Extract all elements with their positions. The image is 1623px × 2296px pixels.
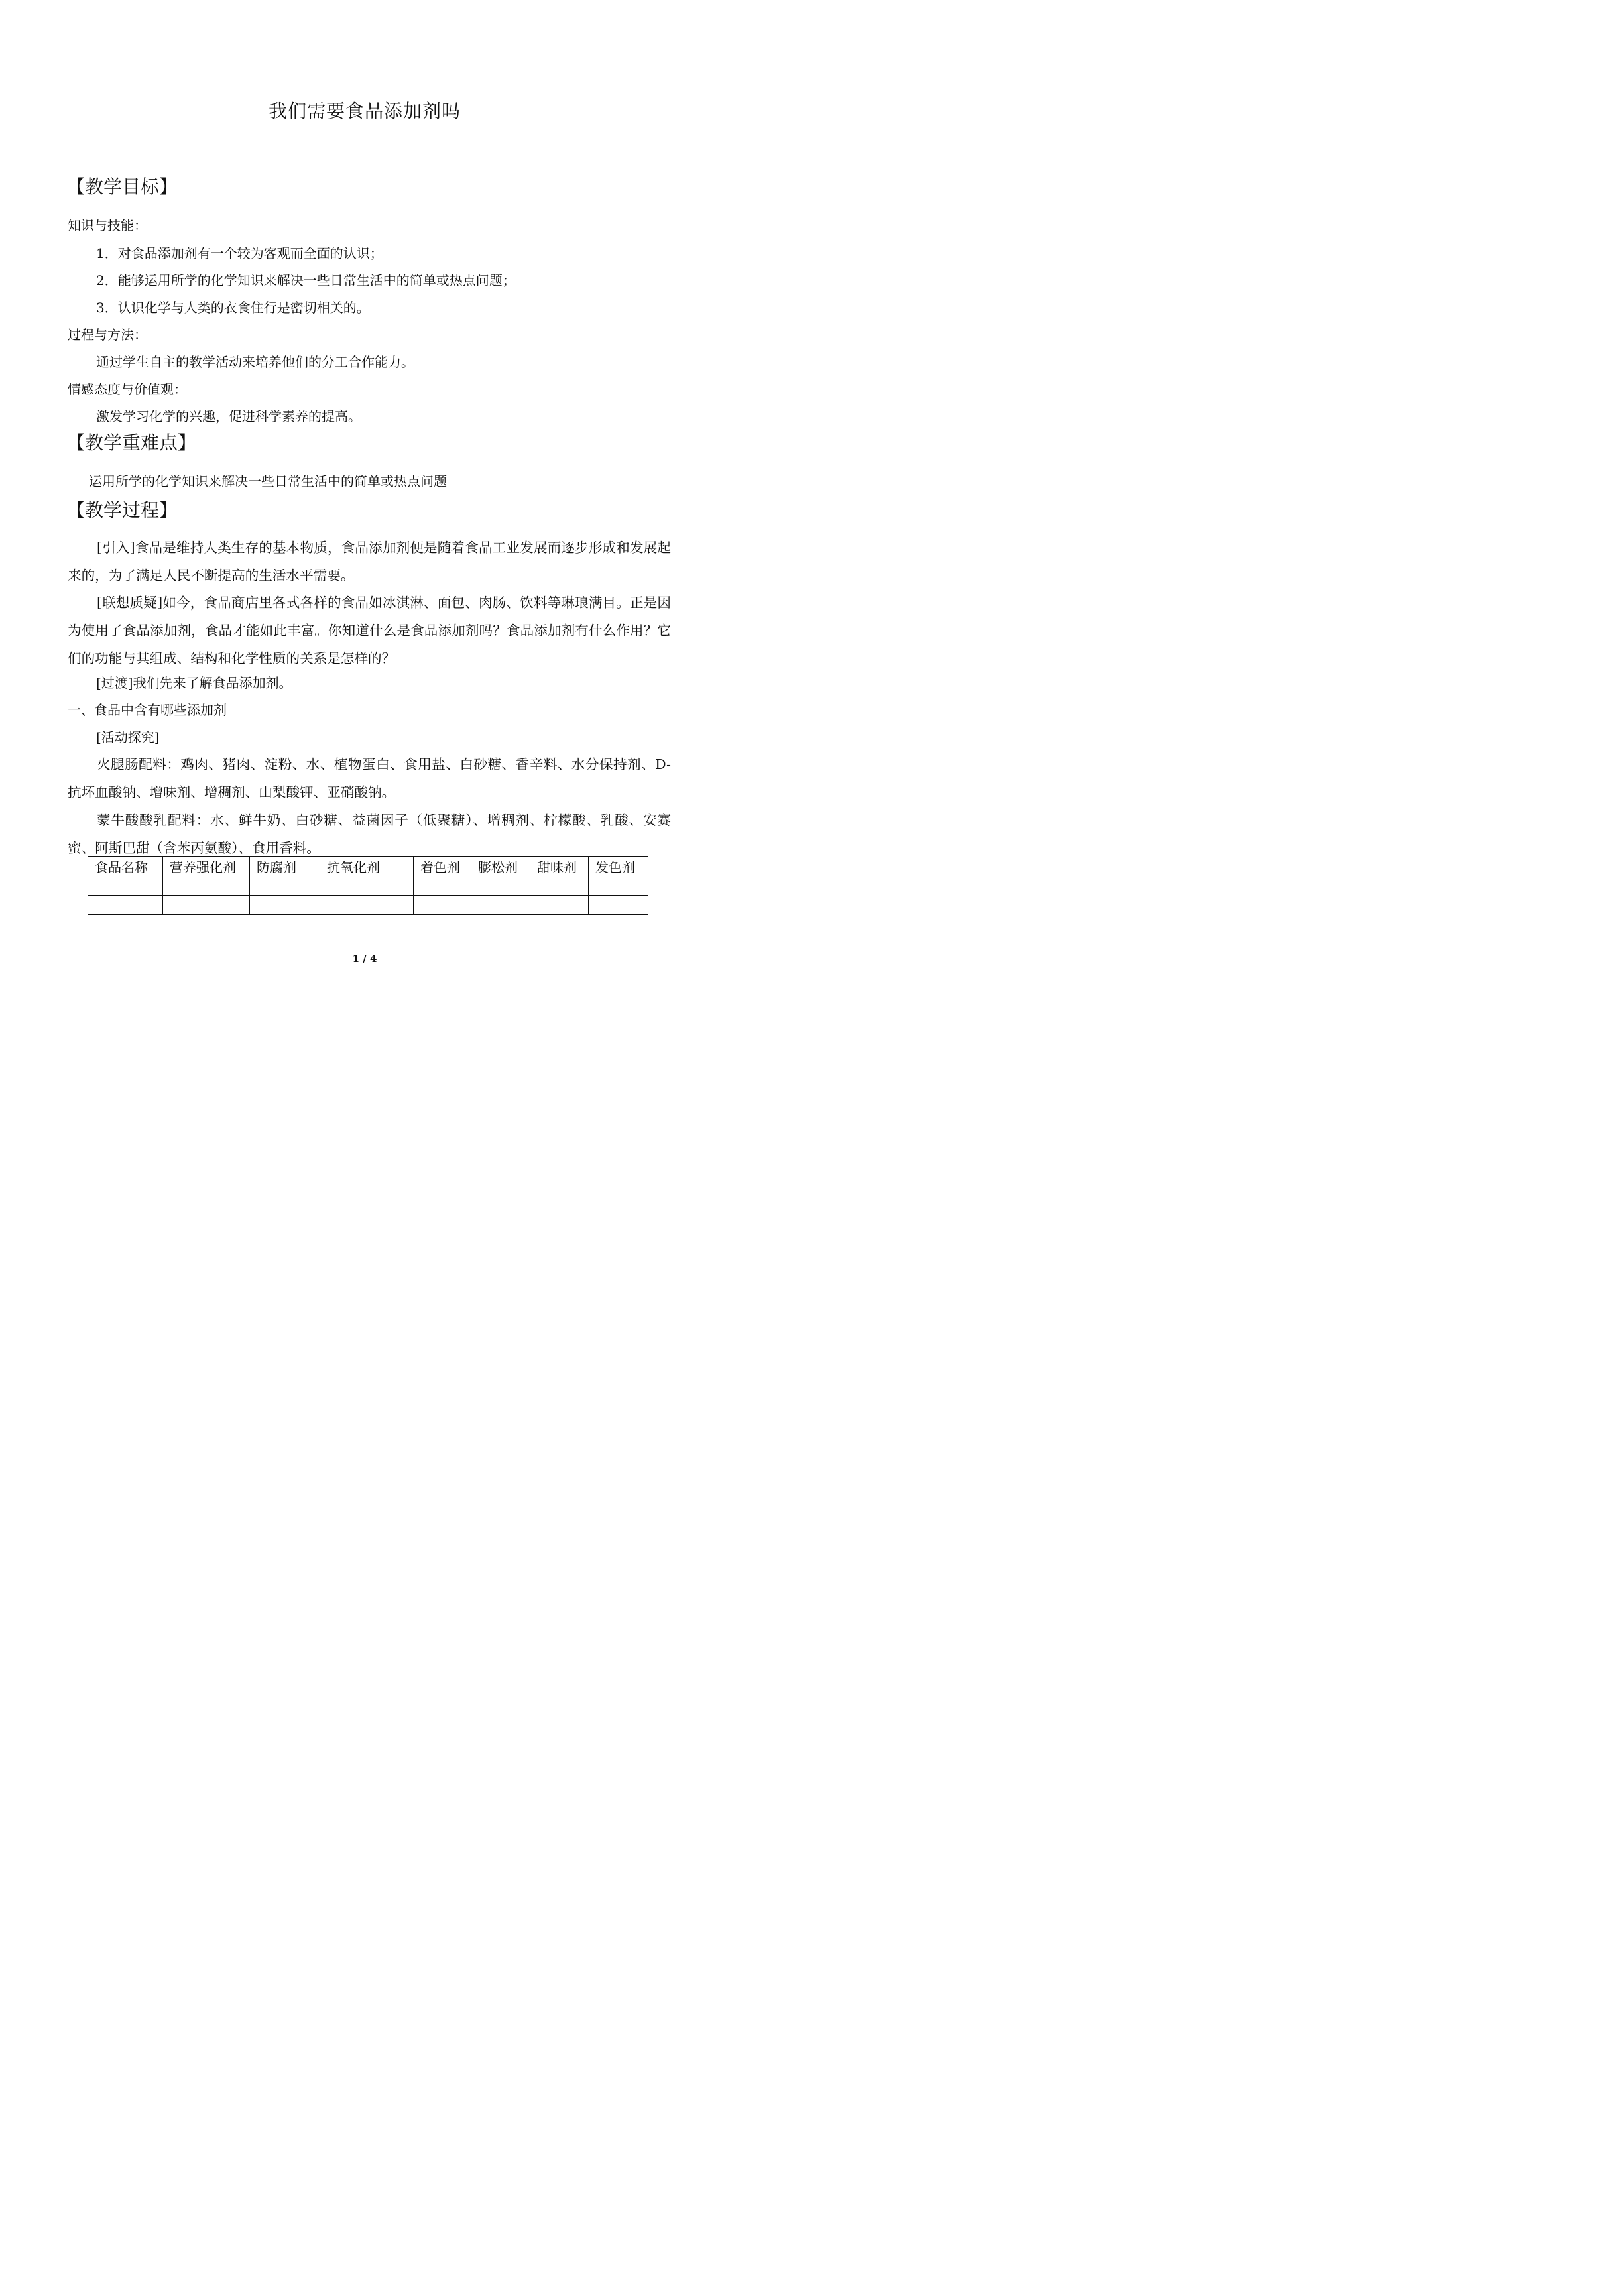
knowledge-item: 1．对食品添加剂有一个较为客观而全面的认识； xyxy=(96,245,383,261)
process-heading: 【教学过程】 xyxy=(66,499,178,521)
table-cell xyxy=(88,876,163,896)
table-cell xyxy=(414,876,471,896)
table-cell xyxy=(471,896,530,915)
knowledge-item: 3．认识化学与人类的衣食住行是密切相关的。 xyxy=(96,300,370,316)
transition-line: [过渡]我们先来了解食品添加剂。 xyxy=(96,675,292,691)
table-header-cell: 营养强化剂 xyxy=(163,857,250,876)
table-cell xyxy=(589,876,648,896)
question-paragraph: [联想质疑]如今，食品商店里各式各样的食品如冰淇淋、面包、肉肠、饮料等琳琅满目。正是因为使用了食品添加剂，食品才能如此丰富。你知道什么是食品添加剂吗？食品添加剂有什么作用？它们的功能与其组成、结构和化学性质的关系是怎样的？ xyxy=(68,595,671,666)
table-cell xyxy=(320,896,414,915)
process-text: 通过学生自主的教学活动来培养他们的分工合作能力。 xyxy=(96,354,414,370)
intro-paragraph: [引入]食品是维持人类生存的基本物质，食品添加剂便是随着食品工业发展而逐步形成和发展起来的，为了满足人民不断提高的生活水平需要。 xyxy=(68,540,671,583)
table-cell xyxy=(163,876,250,896)
table-header-cell: 防腐剂 xyxy=(250,857,320,876)
page-title: 我们需要食品添加剂吗 xyxy=(268,100,461,122)
table-header-cell: 甜味剂 xyxy=(530,857,589,876)
ham-ingredients: 火腿肠配料：鸡肉、猪肉、淀粉、水、植物蛋白、食用盐、白砂糖、香辛料、水分保持剂、D-抗坏血酸钠、增味剂、增稠剂、山梨酸钾、亚硝酸钠。 xyxy=(68,756,671,800)
table-header-cell: 食品名称 xyxy=(88,857,163,876)
table-header-row xyxy=(88,857,648,876)
key-points-heading: 【教学重难点】 xyxy=(66,432,197,453)
emotion-text: 激发学习化学的兴趣，促进科学素养的提高。 xyxy=(96,408,361,424)
table-header-cell: 膨松剂 xyxy=(471,857,530,876)
process-label: 过程与方法： xyxy=(68,327,147,343)
table-cell xyxy=(320,876,414,896)
table-row xyxy=(88,896,648,915)
table-header-cell: 着色剂 xyxy=(414,857,471,876)
knowledge-label: 知识与技能： xyxy=(68,217,147,233)
table-cell xyxy=(163,896,250,915)
table-cell xyxy=(250,896,320,915)
table-row xyxy=(88,876,648,896)
section-one-heading: 一、食品中含有哪些添加剂 xyxy=(68,702,227,718)
emotion-label: 情感态度与价值观： xyxy=(68,381,187,397)
table-cell xyxy=(414,896,471,915)
yogurt-ingredients: 蒙牛酸酸乳配料：水、鲜牛奶、白砂糖、益菌因子（低聚糖）、增稠剂、柠檬酸、乳酸、安赛蜜、阿斯巴甜（含苯丙氨酸）、食用香料。 xyxy=(68,812,671,856)
activity-label: [活动探究] xyxy=(96,729,160,745)
table-cell xyxy=(88,896,163,915)
table-cell xyxy=(530,876,589,896)
page-number: 1 / 4 xyxy=(352,953,377,965)
key-points-text: 运用所学的化学知识来解决一些日常生活中的简单或热点问题 xyxy=(89,473,447,489)
knowledge-item: 2．能够运用所学的化学知识来解决一些日常生活中的简单或热点问题； xyxy=(96,272,516,288)
objectives-heading: 【教学目标】 xyxy=(66,176,178,198)
additive-table xyxy=(88,856,648,915)
table-cell xyxy=(471,876,530,896)
table-cell xyxy=(589,896,648,915)
table-cell xyxy=(250,876,320,896)
table-cell xyxy=(530,896,589,915)
table-header-cell: 发色剂 xyxy=(589,857,648,876)
table-header-cell: 抗氧化剂 xyxy=(320,857,414,876)
